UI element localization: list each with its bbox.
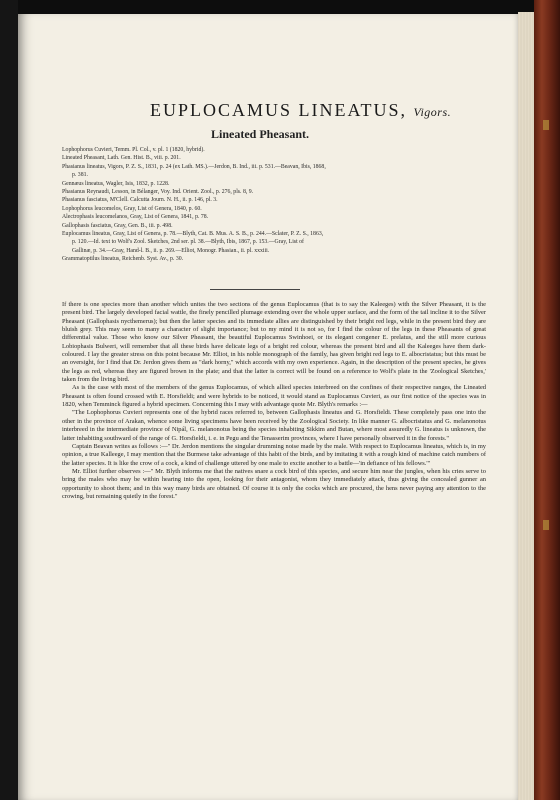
body-paragraph: Captain Beavan writes as follows :—" Dr. Jerdon mentions the singular drumming noise made by the male. With respect to Euplocamus lineatus, which is, in my opinion, a true Kalleege, I may mention that the Burmese take advantage of this habit of the birds, and by imitating it with a rough kind of machine catch numbers of the latter species. It is like the crow of a cock, a kind of challenge uttered by one male to excite another to a battle—'in defiance of his fellows.'": [62, 442, 486, 467]
synonymy-line: p. 120.—Id. text to Wolf's Zool. Sketches, 2nd ser. pl. 38.—Blyth, Ibis, 1867, p. 153.—Gray, List of: [72, 239, 304, 246]
body-paragraph: As is the case with most of the members of the genus Euplocamus, of which allied species interbreed on the confines of their respective ranges, the Lineated Pheasant is often found crossed with E. Horsfieldi; and were hybrids to be noticed, it would stand as Euplocamus Cuvieri, as our first notice of the species was in 1820, when Temminck figured a hybrid specimen. Concerning this I may with advantage quote Mr. Blyth's remarks :—: [62, 384, 486, 409]
synonymy-line: p. 381.: [72, 172, 88, 179]
synonymy-line: Euplocamus lineatus, Gray, List of Genera, p. 78.—Blyth, Cat. B. Mus. A. S. B., p. 244.—Sclater, P. Z. S., 1863,: [62, 231, 324, 238]
synonymy-line: Gallophasis fasciatus, Gray, Gen. B., iii. p. 498.: [62, 222, 173, 229]
synonymy-line: Phasianus Reynaudi, Lesson, in Bélanger, Voy. Ind. Orient. Zool., p. 276, pls. 8, 9.: [62, 189, 254, 196]
section-divider: [210, 289, 300, 290]
common-name: Lineated Pheasant.: [210, 127, 309, 141]
body-paragraph: If there is one species more than another which unites the two sections of the genus Euplocamus (that is to say the Kaleeges) with the Silver Pheasant, it is the present bird. The largely developed facial wattle, the finely pencilled plumage extending over the whole upper surface, and the form of the tail incline it to the Silver Pheasant (Gallophasis nycthemerus); but then the latter species and its immediate allies are distinguished by their bright red legs, while in the present bird they are bluish grey. This may seem to many a character of slight importance; but to my mind it is not so, for I find the colour of the legs in these Pheasants of great differential value. Those who know our Silver Pheasant, the beautiful Euplocamus Swinhoei, or its elegant congener E. prelatus, and the still more curious Lobiophasis Bulweri, will remember that all these birds have delicate legs of a bright red colour, whereas the present bird and all the Kaleeges have them dark-coloured. I lay the greater stress on this point because Mr. Elliot, in his noble monograph of the family, has given bright red legs to E. albocristatus; but this must be an oversight, for I find that Dr. Jerdon gives them as "dark horny," which accords with my own experience. Again, in the description of the present species, he gives the legs as red, whereas they are figured brown in the plate; and that the latter is correct will be found on a reference to Wolf's plate in the 'Zoological Sketches,' taken from the living bird.: [62, 301, 486, 384]
synonymy-line: Lophophorus Cuvieri, Temm. Pl. Col., v. pl. 1 (1820, hybrid).: [62, 147, 205, 153]
page-title: [150, 100, 451, 121]
synonymy-line: Lophophorus leucomelos, Gray, List of Genera, 1840, p. 60.: [62, 205, 202, 212]
synonymy-line: Gennæus lineatus, Wagler, Isis, 1832, p. 1228.: [62, 180, 170, 187]
synonymy-line: Phasianus lineatus, Vigors, P. Z. S., 1831, p. 24 (ex Lath. MS.).—Jerdon, B. Ind., iii. p. 531.—Beavan, Ibis, 1868,: [62, 163, 326, 170]
scan-left-edge: [0, 0, 18, 800]
species-author: Vigors.: [413, 105, 452, 119]
spine-decoration: [543, 520, 549, 530]
synonymy-line: Phasianus fasciatus, M'Clell. Calcutta Journ. N. H., ii. p. 146, pl. 3.: [62, 197, 218, 204]
page-edges: [518, 12, 534, 800]
synonymy-line: Grammatoptilus lineatus, Reichenb. Syst. Av., p. 30.: [62, 256, 184, 263]
species-name: EUPLOCAMUS LINEATUS,: [150, 100, 408, 120]
body-text: [62, 301, 486, 501]
synonymy-line: Alectrophasis leucomelanos, Gray, List of Genera, 1841, p. 78.: [62, 214, 209, 221]
body-paragraph: "The Lophophorus Cuvieri represents one of the hybrid races referred to, between Gallophasis lineatus and G. Horsfieldi. These completely pass one into the other in the province of Arakan, whence some living specimens have been received by the Zoological Society. In like manner G. albocristatus and G. melanonotus interbreed in the intermediate province of Nipál, G. melanonotus being the species inhabiting Sikkim and Butan, where most assuredly G. lineatus is unknown, the latter inhabiting southward of the range of G. Horsfieldi, i. e. in Pegu and the Tenasserim provinces, where I have personally observed it in the forests.": [62, 409, 486, 442]
synonymy-list: [62, 146, 482, 264]
body-paragraph: Mr. Elliot further observes :—" Mr. Blyth informs me that the natives snare a cock bird of this species, and secure him near the jungles, when his cries serve to bring the males who may be within hearing into the open, looking for their antagonist, whom they immediately attack, thus giving the concealed gunner an opportunity to shoot them; and in this way many birds are obtained. Of course it is only the cocks which are procured, the hens never paying any attention to the crowing, but remaining quietly in the forest.": [62, 467, 486, 500]
synonymy-line: Lineated Pheasant, Lath. Gen. Hist. B., viii. p. 201.: [62, 155, 181, 162]
spine-decoration: [543, 120, 549, 130]
synonymy-line: Gallinæ, p. 34.—Gray, Hand-l. B., ii. p. 269.—Elliot, Monogr. Phasian., ii. pl. xxxiii.: [72, 247, 270, 254]
